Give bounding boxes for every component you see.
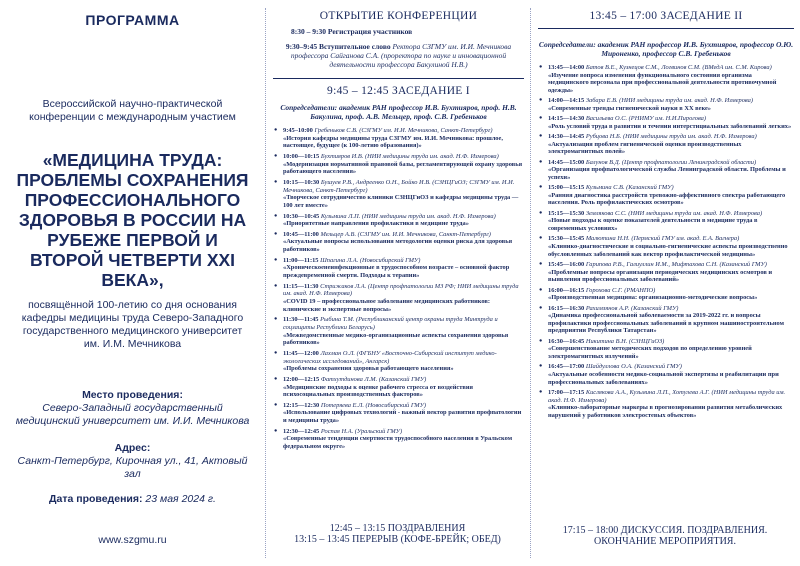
talk-time: 14:00—14:15 bbox=[548, 97, 585, 105]
talk-authors: Никитина В.Н. (СЗНЦГиОЗ) bbox=[585, 337, 665, 345]
talk-time: 12:00—12:15 bbox=[283, 375, 320, 383]
talk-title: «Клинико-лабораторные маркеры в прогнозировании развития метаболических нарушений у работников электростевых объектов» bbox=[548, 404, 783, 419]
session-one-column bbox=[265, 0, 530, 566]
talk-authors: Фатхутдинова Л.М. (Казанский ГМУ) bbox=[320, 375, 427, 383]
talk-item bbox=[538, 389, 794, 419]
talk-authors: Шпагина Л.А. (Новосибирский ГМУ) bbox=[320, 256, 421, 264]
talk-title: «Роль условий труда в развитии и течении интерстициальных заболеваний легких» bbox=[548, 122, 792, 130]
talk-authors: Потеряева Е.Л. (Новосибирский ГМУ) bbox=[320, 401, 427, 409]
talk-item bbox=[273, 179, 524, 209]
venue-label: Место проведения: bbox=[82, 389, 183, 401]
talk-time: 14:45—15:00 bbox=[548, 158, 585, 166]
session-one-cochairs: Сопредседатели: академик РАН профессор И.В. Бухтияров, проф. Н.В. Бакулина, проф. А.В. Мельцер, проф. С.В. Гребеньков bbox=[280, 103, 517, 121]
talk-time: 10:45—11:00 bbox=[283, 230, 319, 238]
talk-authors: Рахимзянов А.Р. (Казанский ГМУ) bbox=[585, 304, 679, 312]
footer-discussion: 17:15 – 18:00 ДИСКУССИЯ. ПОЗДРАВЛЕНИЯ. bbox=[562, 525, 768, 536]
website-link[interactable]: www.szgmu.ru bbox=[98, 534, 167, 546]
talk-item bbox=[538, 210, 794, 233]
talk-authors: Балунов В.Д. (Центр профпатологии Ленинградской области) bbox=[585, 158, 757, 166]
talk-time: 16:30—16:45 bbox=[548, 337, 585, 345]
talk-authors: Кузьмина С.В. (Казанский ГМУ) bbox=[585, 184, 674, 192]
talk-item bbox=[273, 402, 524, 425]
talk-title: «Изучение вопроса изменения функционального состояния организма медицинского персонала при профессиональной деятельности противочумной одежды» bbox=[548, 71, 777, 94]
footer-break: 13:15 – 13:45 ПЕРЕРЫВ (КОФЕ-БРЕЙК; ОБЕД) bbox=[294, 534, 501, 545]
talk-authors: Шайдуллова О.А. (Казанский ГМУ) bbox=[585, 363, 682, 371]
welcome-speech bbox=[273, 42, 524, 69]
talk-item bbox=[538, 363, 794, 386]
talk-time: 10:00—10:15 bbox=[283, 152, 320, 160]
talk-time: 10:30—10:45 bbox=[283, 212, 320, 220]
welcome-time: 9:30–9:45 Вступительное слово bbox=[285, 42, 391, 51]
talk-authors: Горохова С.Г. (РМАНПО) bbox=[585, 286, 656, 294]
session-one bbox=[273, 78, 524, 451]
talk-title: «COVID 19 – профессиональное заболевание медицинских работников: клинические и экспертные вопросы» bbox=[283, 298, 491, 313]
talk-time: 11:00—11:15 bbox=[283, 256, 319, 264]
talk-item bbox=[538, 115, 794, 130]
talk-authors: Бушуев Р.В., Андреенко О.Н., Бойко И.В. (СЗНЦГиОЗ; СЗГМУ им. И.И. Мечникова, Санкт-Петербург) bbox=[283, 178, 515, 194]
address-label: Адрес: bbox=[114, 442, 151, 454]
talk-authors: Малютина Н.Н. (Пермский ГМУ им. акад. Е.А. Вагнера) bbox=[585, 235, 740, 243]
talk-time: 14:15—14:30 bbox=[548, 115, 585, 123]
talk-time: 12:15—12:30 bbox=[283, 401, 320, 409]
conference-intro: Всероссийской научно-практической конференции с международным участием bbox=[29, 98, 236, 123]
talk-item bbox=[538, 133, 794, 156]
date-label: Дата проведения: bbox=[49, 493, 143, 505]
talk-time: 14:30—14:45 bbox=[548, 133, 585, 141]
opening-title: ОТКРЫТИЕ КОНФЕРЕНЦИИ bbox=[319, 10, 478, 22]
talk-authors: Роспая Н.А. (Уральский ГМУ) bbox=[320, 427, 403, 435]
talk-title: «Приоритетные направления профилактики в медицине труда» bbox=[283, 220, 469, 228]
talk-time: 9:45–10:00 bbox=[283, 127, 313, 134]
talk-title: «Современные тренды гигиенической науки в XX веке» bbox=[548, 104, 712, 112]
talk-authors: Васильева О.С. (РНИМУ им. Н.И.Пирогова) bbox=[585, 115, 707, 123]
session-two-title: 13:45 – 17:00 ЗАСЕДАНИЕ II bbox=[589, 10, 743, 22]
talk-time: 16:45—17:00 bbox=[548, 363, 585, 371]
talk-authors: Рубцова Н.Б. (НИИ медицины труда им. акад. Н.Ф. Измерова) bbox=[585, 133, 757, 141]
talk-authors: Батов В.Е., Кузнецов С.М., Логвинов С.М. (ВМедА им. С.М. Кирова) bbox=[585, 64, 772, 71]
talk-item bbox=[273, 231, 524, 254]
session-one-footer bbox=[265, 523, 530, 545]
talk-authors: Гарипова Р.В., Галиуллин И.М., Мифтахова С.Н. (Казанский ГМУ) bbox=[585, 261, 767, 269]
session-two bbox=[538, 28, 794, 419]
talk-item bbox=[538, 261, 794, 284]
address-block bbox=[14, 442, 251, 481]
talk-title: «Производственная медицина: организационно-методические вопросы» bbox=[548, 294, 758, 302]
talk-item bbox=[538, 287, 794, 302]
talk-title: «Клинико-диагностические и социально-гигиенические аспекты производственно обусловленных заболеваний как вектор профилактической медицины» bbox=[548, 243, 788, 258]
talk-title: «Организация профпатологической службы Ленинградской области. Проблемы и успехи» bbox=[548, 166, 786, 181]
talk-time: 12:30—12:45 bbox=[283, 427, 320, 435]
talk-time: 11:45—12:00 bbox=[283, 349, 319, 357]
talk-item bbox=[273, 350, 524, 373]
talk-item bbox=[273, 153, 524, 176]
talk-time: 11:15—11:30 bbox=[283, 282, 319, 290]
talk-title: «Межведомственные медико-организационные аспекты сохранения здоровья работников» bbox=[283, 331, 509, 347]
talk-time: 15:45—16:00 bbox=[548, 261, 585, 269]
talk-time: 16:00—16:15 bbox=[548, 286, 585, 294]
program-title: ПРОГРАММА bbox=[85, 12, 180, 28]
talk-time: 15:00—15:15 bbox=[548, 184, 585, 192]
registration-line: 8:30 – 9:30 Регистрация участников bbox=[291, 27, 413, 36]
talk-time: 10:15—10:30 bbox=[283, 178, 320, 186]
conference-subtitle: посвящённой 100-летию со дня основания кафедры медицины труда Северо-Западного государственного медицинского университет им. И.М. Мечникова bbox=[21, 299, 244, 350]
talk-time: 16:15—16:30 bbox=[548, 304, 585, 312]
talk-item bbox=[538, 97, 794, 112]
session-one-talks bbox=[273, 127, 524, 451]
footer-closing: ОКОНЧАНИЕ МЕРОПРИЯТИЯ. bbox=[594, 536, 736, 547]
talk-title: «Динамика профессиональной заболеваемости за 2019-2022 гг. и вопросы профилактики профессиональных заболеваний в крупном машиностроительном предприятии Республики Татарстан» bbox=[548, 312, 784, 335]
welcome-text: Ректора СЗГМУ им. И.И. Мечникова профессора Сайганова С.А. (проректора по науке и инновационной деятельности профессора Бакулиной Н.В.) bbox=[290, 42, 512, 69]
session-two-cochairs: Сопредседатели: академик РАН профессор И.В. Бухтияров, профессор О.Ю. Мироненко, профессор С.В. Гребеньков bbox=[538, 40, 794, 58]
talk-authors: Рыбина Т.М. (Республиканский центр охраны труда Минтруда и соцзащиты Республики Беларусь) bbox=[283, 316, 498, 331]
talk-title: «Проблемы сохранения здоровья работающего населения» bbox=[283, 365, 454, 373]
talk-time: 13:45—14:00 bbox=[548, 64, 585, 71]
talk-item bbox=[273, 428, 524, 451]
address-value: Санкт-Петербург, Кирочная ул., 41, Актовый зал bbox=[17, 455, 248, 480]
talk-item bbox=[538, 305, 794, 335]
footer-greetings: 12:45 – 13:15 ПОЗДРАВЛЕНИЯ bbox=[329, 523, 466, 534]
talk-item bbox=[538, 159, 794, 182]
talk-title: «Актуальные особенности медико-социальной экспертизы и реабилитации при профессиональных заболеваниях» bbox=[548, 370, 779, 386]
talk-title: «Модернизация нормативной правовой базы, регламентирующей охрану здоровья работающего населения» bbox=[283, 160, 523, 176]
talk-item bbox=[538, 184, 794, 207]
talk-authors: Бухтияров И.В. (НИИ медицины труда им. акад. Н.Ф. Измерова) bbox=[320, 152, 499, 160]
date-value: 23 мая 2024 г. bbox=[145, 493, 216, 505]
talk-time: 11:30—11:45 bbox=[283, 316, 319, 324]
talk-item bbox=[538, 338, 794, 361]
talk-title: «История кафедры медицины труда СЗГМУ им. И.И. Мечникова: прошлое, настоящее, будущее (к 100-летию образования)» bbox=[283, 134, 503, 150]
talk-authors: Мельцер А.В. (СЗГМУ им. И.И. Мечникова, Санкт-Петербург) bbox=[320, 230, 491, 238]
session-one-title: 9:45 – 12:45 ЗАСЕДАНИЕ I bbox=[327, 85, 470, 97]
session-two-footer bbox=[530, 525, 800, 547]
talk-authors: Кузьмина Л.П. (НИИ медицины труда им. акад. Н.Ф. Измерова) bbox=[320, 212, 496, 220]
talk-title: «Совершенствование методических подходов по определению уровней электромагнитных излучений» bbox=[548, 345, 752, 360]
venue-value: Северо-Западный государственный медицинский университет им. И.И. Мечникова bbox=[15, 402, 250, 427]
talk-title: «Хроническоенеинфекционные в трудоспособном возрасте – основной фактор преждевременной смерти. Подходы к терапии» bbox=[283, 264, 510, 280]
talk-item bbox=[273, 127, 524, 150]
talk-time: 15:30—15:45 bbox=[548, 235, 585, 243]
venue-block bbox=[14, 389, 251, 428]
talk-title: «Новые подходы к оценке показателей деятельности в медицине труда в современных условиях» bbox=[548, 217, 758, 233]
talk-item bbox=[273, 376, 524, 399]
cover-column bbox=[0, 0, 265, 566]
talk-title: «Современные тенденции смертности трудоспособного населения в Уральском федеральном округе» bbox=[283, 435, 513, 451]
talk-title: «Использование цифровых технологий - важный вектор развития профпатологии и медицины труда» bbox=[283, 409, 522, 425]
talk-title: «Ранняя диагностика расстройств тревожно-аффективного спектра работающего населения. Роль профилактических осмотров» bbox=[548, 191, 786, 207]
talk-item bbox=[273, 257, 524, 280]
talk-authors: Забара Е.В. (НИИ медицины труда им. акад. Н.Ф. Измерова) bbox=[585, 97, 753, 105]
talk-item bbox=[273, 316, 524, 346]
talk-time: 15:15—15:30 bbox=[548, 209, 585, 217]
session-two-column bbox=[530, 0, 800, 566]
talk-time: 17:00—17:15 bbox=[548, 388, 585, 396]
session-two-talks bbox=[538, 64, 794, 419]
date-block bbox=[14, 493, 251, 506]
talk-title: «Актуальные вопросы использования методологии оценки риска для здоровья работников» bbox=[283, 238, 513, 254]
talk-item bbox=[538, 235, 794, 258]
talk-title: «Творческое сотрудничество клиники СЗНЦГиОЗ и кафедры медицины труда — 100 лет вместе» bbox=[283, 194, 519, 209]
talk-authors: Землякова С.С. (НИИ медицины труда им. акад. Н.Ф. Измерова) bbox=[585, 209, 763, 217]
talk-authors: Стрижаков Л.А. (Центр профпатологии МЗ РФ; НИИ медицины труда им. акад. Н.Ф. Измерова) bbox=[283, 282, 519, 298]
talk-item bbox=[273, 213, 524, 228]
talk-authors: Гребеньков С.В. (СЗГМУ им. И.И. Мечникова, Санкт-Петербург) bbox=[314, 127, 493, 134]
talk-title: «Актуализация проблем гигиенической оценки производственных электромагнитных полей» bbox=[548, 140, 742, 156]
talk-title: «Медицинские подходы к оценке рабочего стресса от воздействия психосоциальных производственных факторов» bbox=[283, 383, 473, 399]
conference-title: «МЕДИЦИНА ТРУДА: ПРОБЛЕМЫ СОХРАНЕНИЯ ПРОФЕССИОНАЛЬНОГО ЗДОРОВЬЯ В РОССИИ НА РУБЕЖЕ ПЕРВОЙ И ВТОРОЙ ЧЕТВЕРТИ XXI ВЕКА», bbox=[16, 150, 249, 290]
talk-authors: Лахман О.Л. (ФГБНУ «Восточно-Сибирский институт медико-экологических исследований», Ангарск) bbox=[283, 349, 497, 365]
talk-title: «Проблемные вопросы организации периодических медицинских осмотров и выявления профессиональных заболеваний» bbox=[548, 268, 773, 284]
talk-item bbox=[273, 283, 524, 313]
talk-item bbox=[538, 64, 794, 94]
talk-authors: Кислякова А.А., Кузьмина Л.П., Хотулева А.Г. (НИИ медицины труда им. акад. Н.Ф. Измерова) bbox=[548, 388, 786, 404]
